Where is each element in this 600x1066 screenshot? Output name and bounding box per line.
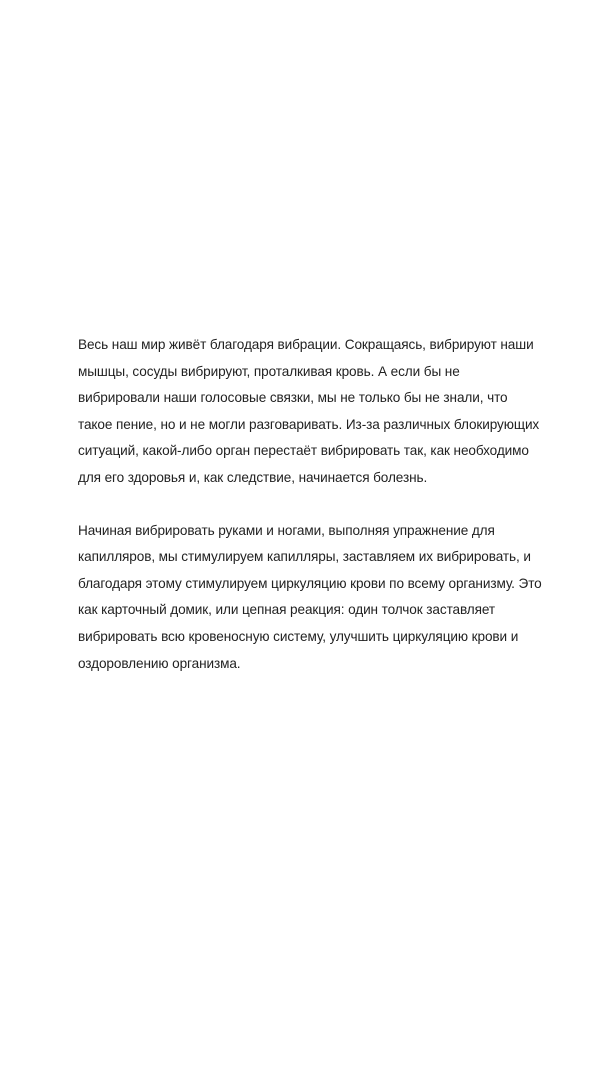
text-line: капилляров, мы стимулируем капилляры, заставляем их вибрировать, и xyxy=(78,549,531,565)
text-line: такое пение, но и не могли разговаривать. Из-за различных блокирующих xyxy=(78,416,540,432)
paragraph-1 xyxy=(78,332,540,492)
paragraph-2 xyxy=(78,518,542,678)
text-line: ситуаций, какой-либо орган перестаёт вибрировать так, как необходимо xyxy=(78,443,529,459)
text-line: как карточный домик, или цепная реакция: один толчок заставляет xyxy=(78,602,496,618)
article-body xyxy=(78,332,542,677)
text-line: Начиная вибрировать руками и ногами, выполняя упражнение для xyxy=(78,522,495,538)
text-line: Весь наш мир живёт благодаря вибрации. Сокращаясь, вибрируют наши xyxy=(78,337,534,352)
text-line: для его здоровья и, как следствие, начинается болезнь. xyxy=(78,469,428,485)
text-line: вибрировали наши голосовые связки, мы не только бы не знали, что xyxy=(78,390,508,406)
text-line: мышцы, сосуды вибрируют, проталкивая кровь. А если бы не xyxy=(78,363,460,379)
text-line: оздоровлению организма. xyxy=(78,655,241,671)
text-line: вибрировать всю кровеносную систему, улучшить циркуляцию крови и xyxy=(78,628,519,644)
text-line: благодаря этому стимулируем циркуляцию крови по всему организму. Это xyxy=(78,575,542,591)
